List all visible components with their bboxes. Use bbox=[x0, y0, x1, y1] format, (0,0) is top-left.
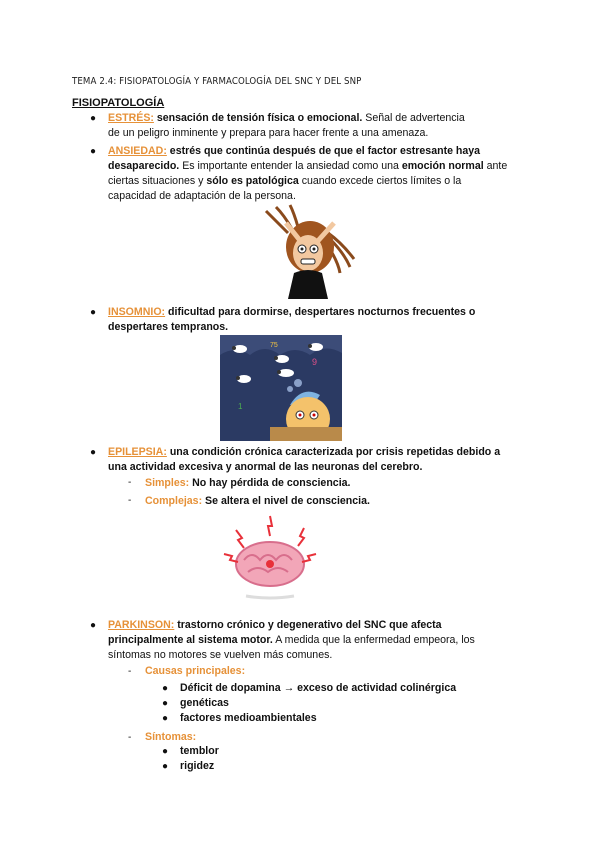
epilepsia-term: EPILEPSIA: bbox=[108, 446, 167, 458]
causas-label: Causas principales: bbox=[145, 665, 246, 677]
insomnio-term: INSOMNIO: bbox=[108, 306, 166, 318]
bullet-icon: ● bbox=[90, 447, 97, 458]
sheep-number: 9 bbox=[312, 357, 318, 367]
brain-illustration bbox=[216, 510, 326, 602]
estres-line-2: de un peligro inminente y prepara para hacer frente a una amenaza. bbox=[108, 127, 429, 139]
bullet-icon: ● bbox=[162, 683, 169, 694]
document-title: TEMA 2.4: FISIOPATOLOGÍA Y FARMACOLOGÍA DEL SNC Y DEL SNP bbox=[72, 76, 362, 87]
bullet-icon: ● bbox=[162, 713, 169, 724]
insomnio-line-1: INSOMNIO: dificultad para dormirse, despertares nocturnos frecuentes o bbox=[108, 306, 476, 318]
ansiedad-line-4: capacidad de adaptación de la persona. bbox=[108, 190, 296, 202]
ansiedad-line-2: desaparecido. Es importante entender la ansiedad como una emoción normal ante bbox=[108, 160, 508, 172]
bullet-icon: ● bbox=[90, 113, 97, 124]
bullet-icon: ● bbox=[162, 698, 169, 709]
causa-item: factores medioambientales bbox=[180, 712, 317, 724]
dash-marker: - bbox=[128, 732, 132, 743]
ansiedad-term: ANSIEDAD: bbox=[108, 145, 167, 157]
causa-item: Déficit de dopamina → exceso de actividad colinérgica bbox=[180, 682, 457, 694]
bullet-icon: ● bbox=[162, 746, 169, 757]
epilepsia-line-1: EPILEPSIA: una condición crónica caracterizada por crisis repetidas debido a bbox=[108, 446, 501, 458]
sheep-number: 75 bbox=[270, 342, 278, 349]
bullet-icon: ● bbox=[90, 146, 97, 157]
dash-marker: - bbox=[128, 666, 132, 677]
epilepsia-sub-1: Simples: No hay pérdida de consciencia. bbox=[145, 477, 351, 489]
parkinson-term: PARKINSON: bbox=[108, 619, 175, 631]
section-title: FISIOPATOLOGÍA bbox=[72, 97, 165, 109]
sintoma-item: temblor bbox=[180, 745, 219, 757]
parkinson-line-2: principalmente al sistema motor. A medida que la enfermedad empeora, los bbox=[108, 634, 475, 646]
parkinson-line-3: síntomas no motores se vuelven más comunes. bbox=[108, 649, 333, 661]
insomnia-illustration bbox=[220, 335, 342, 441]
parkinson-line-1: PARKINSON: trastorno crónico y degenerativo del SNC que afecta bbox=[108, 619, 442, 631]
ansiedad-line-1: ANSIEDAD: estrés que continúa después de que el factor estresante haya bbox=[108, 145, 481, 157]
sheep-number: 1 bbox=[238, 402, 243, 411]
epilepsia-line-2: una actividad excesiva y anormal de las neuronas del cerebro. bbox=[108, 461, 423, 473]
dash-marker: - bbox=[128, 477, 132, 488]
bullet-icon: ● bbox=[162, 761, 169, 772]
causa-item: genéticas bbox=[180, 697, 229, 709]
estres-term: ESTRÉS: bbox=[108, 112, 154, 124]
bullet-icon: ● bbox=[90, 620, 97, 631]
epilepsia-sub-2: Complejas: Se altera el nivel de consciencia. bbox=[145, 495, 370, 507]
dash-marker: - bbox=[128, 495, 132, 506]
insomnio-line-2: despertares tempranos. bbox=[108, 321, 229, 333]
ansiedad-line-3: ciertas situaciones y sólo es patológica cuando excede ciertos límites o la bbox=[108, 175, 462, 187]
sintoma-item: rigidez bbox=[180, 760, 215, 772]
bullet-icon: ● bbox=[90, 307, 97, 318]
sintomas-label: Síntomas: bbox=[145, 731, 197, 743]
stressed-woman-illustration bbox=[258, 203, 358, 299]
estres-line-1: ESTRÉS: sensación de tensión física o emocional. Señal de advertencia bbox=[108, 112, 465, 124]
